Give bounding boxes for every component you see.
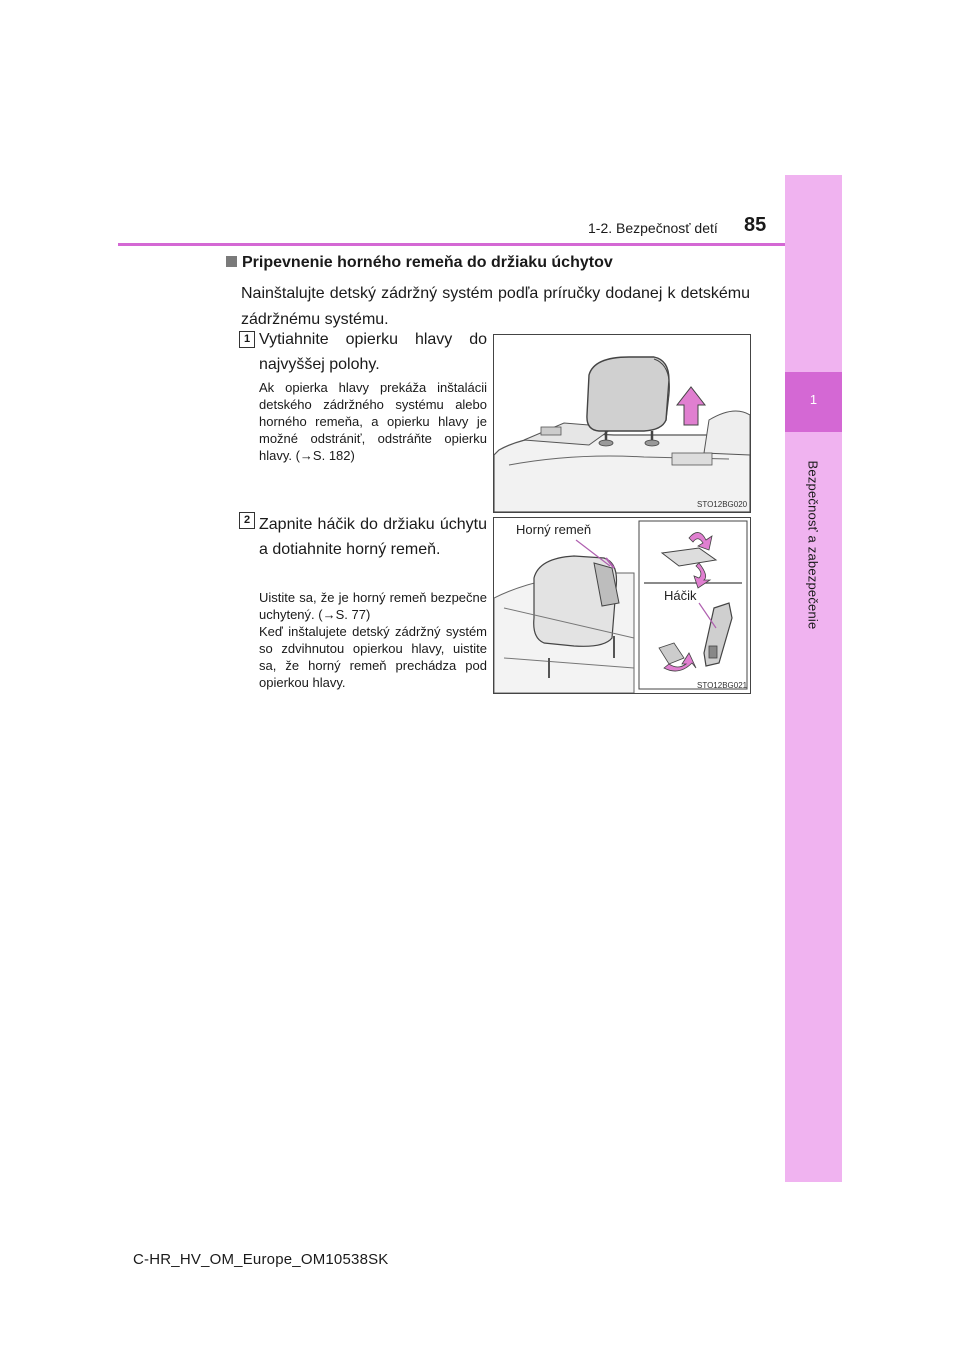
subsection-heading <box>226 254 613 272</box>
page-number: 85 <box>744 214 767 236</box>
figure-1-code: STO12BG020 <box>697 500 748 509</box>
step-1-note: Ak opierka hlavy prekáža inštalácii detského zádržného systému alebo horného remeňa, a opierku hlavy je možné odstrániť, odstráňte opierku hlavy. (→S. 182) <box>259 380 487 463</box>
step-2-note-2: Keď inštalujete detský zádržný systém so zdvihnutou opierkou hlavy, uistite sa, že horný remeň prechádza pod opierkou hlavy. <box>259 624 487 690</box>
header-divider <box>118 243 785 246</box>
figure-2-code: STO12BG021 <box>697 681 748 690</box>
document-footer-id: C-HR_HV_OM_Europe_OM10538SK <box>133 1251 389 1268</box>
chapter-number: 1 <box>809 392 818 407</box>
step-2-note-1: Uistite sa, že je horný remeň bezpečne uchytený. (→S. 77) <box>259 590 487 622</box>
hook-illustration <box>494 518 750 693</box>
subsection-heading-text: Pripevnenie horného remeňa do držiaku úchytov <box>242 254 613 271</box>
intro-paragraph: Nainštalujte detský zádržný systém podľa príručky dodanej k detskému zádržnému systému. <box>241 285 750 328</box>
strap-label: Horný remeň <box>516 522 592 537</box>
step-2-title: Zapnite háčik do držiaku úchytu a dotiahnite horný remeň. <box>259 516 487 558</box>
step-2-number: 2 <box>239 512 255 529</box>
chapter-side-tab <box>785 175 842 1182</box>
hook-label: Háčik <box>664 588 697 603</box>
step-1-number: 1 <box>239 331 255 348</box>
section-title: 1-2. Bezpečnosť detí <box>588 220 718 236</box>
chapter-title: Bezpečnosť a zabezpečenie <box>805 460 821 630</box>
square-bullet-icon <box>226 256 237 267</box>
step-1-title: Vytiahnite opierku hlavy do najvyššej polohy. <box>259 331 487 373</box>
figure-hook-attach <box>493 517 751 694</box>
figure-headrest-raise <box>493 334 751 513</box>
headrest-illustration <box>494 335 750 512</box>
